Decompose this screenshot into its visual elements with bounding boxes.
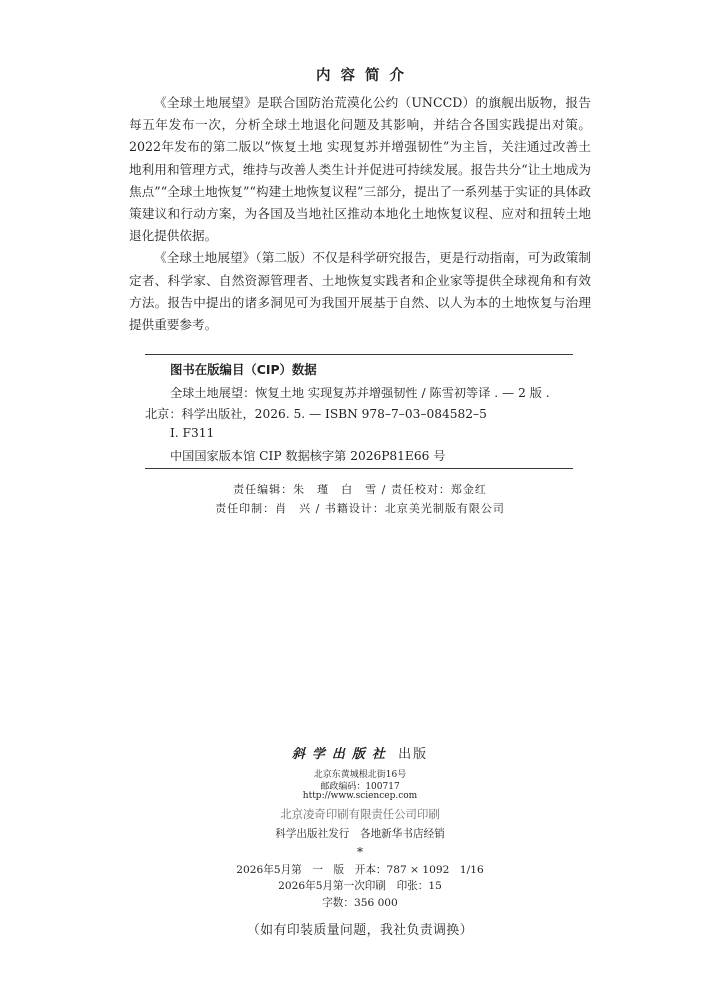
- edition-line: 2026年5月第 一 版 开本：787 × 1092 1/16: [236, 864, 484, 876]
- cip-heading: 图书在版编目（CIP）数据: [170, 362, 317, 377]
- summary-title: 内容简介: [316, 68, 414, 84]
- publisher-website: http://www.sciencep.com: [302, 791, 418, 801]
- cip-bottom-rule: [145, 468, 573, 469]
- cip-line-publication: 北京：科学出版社，2026. 5. — ISBN 978–7–03–084582–5: [145, 407, 487, 421]
- printer-line: 北京凌奇印刷有限责任公司印刷: [280, 807, 440, 821]
- summary-paragraph-2: 《全球土地展望》（第二版）不仅是科学研究报告，更是行动指南，可为政策制定者、科学家、自然资源管理者、土地恢复实践者和企业家等提供全球视角和有效方法。报告中提出的诸多洞见可为我国开展基于自然、以人为本的土地恢复与治理提供重要参考。: [129, 250, 591, 333]
- cip-line-record-number: 中国国家版本馆 CIP 数据核字第 2026P81E66 号: [170, 449, 446, 463]
- printing-line: 2026年5月第一次印刷 印张：15: [278, 880, 442, 892]
- summary-paragraph-1: 《全球土地展望》是联合国防治荒漠化公约（UNCCD）的旗舰出版物，报告每五年发布一次，分析全球土地退化问题及其影响，并结合各国实践提出对策。2022年发布的第二版以“恢复土地 实现复苏并增强韧性”为主旨，关注通过改善土地利用和管理方式，维持与改善人类生计并促进可持续发展。报告共分“让土地成为焦点”“全球土地恢复”“构建土地恢复议程”三部分，提出了一系列基于实证的具体政策建议和行动方案，为各国及当地社区推动本地化土地恢复议程、应对和扭转土地退化提供依据。: [129, 95, 591, 244]
- credits-production: 责任印制：肖 兴 / 书籍设计：北京美光制版有限公司: [215, 502, 505, 515]
- summary-body: [129, 92, 591, 336]
- publisher-logo-text: 斜学出版社: [291, 747, 392, 762]
- cip-top-rule: [145, 354, 573, 355]
- credits-editors: 责任编辑：朱 瑾 白 雪 / 责任校对：郑金红: [233, 483, 487, 496]
- quality-notice: （如有印装质量问题，我社负责调换）: [246, 923, 474, 938]
- publisher-name: [0, 743, 720, 762]
- publisher-suffix: 出版: [398, 747, 429, 762]
- publisher-address: 北京东黄城根北街16号: [313, 770, 407, 780]
- distribution-line: 科学出版社发行 各地新华书店经销: [275, 828, 445, 840]
- separator-asterisk: *: [357, 845, 363, 859]
- wordcount-line: 字数：356 000: [322, 897, 398, 909]
- publisher-postcode: 邮政编码：100717: [320, 782, 400, 792]
- cip-line-title: 全球土地展望：恢复土地 实现复苏并增强韧性 / 陈雪初等译 . — 2 版 .: [170, 386, 550, 400]
- cip-line-classification: Ⅰ. F311: [170, 426, 215, 440]
